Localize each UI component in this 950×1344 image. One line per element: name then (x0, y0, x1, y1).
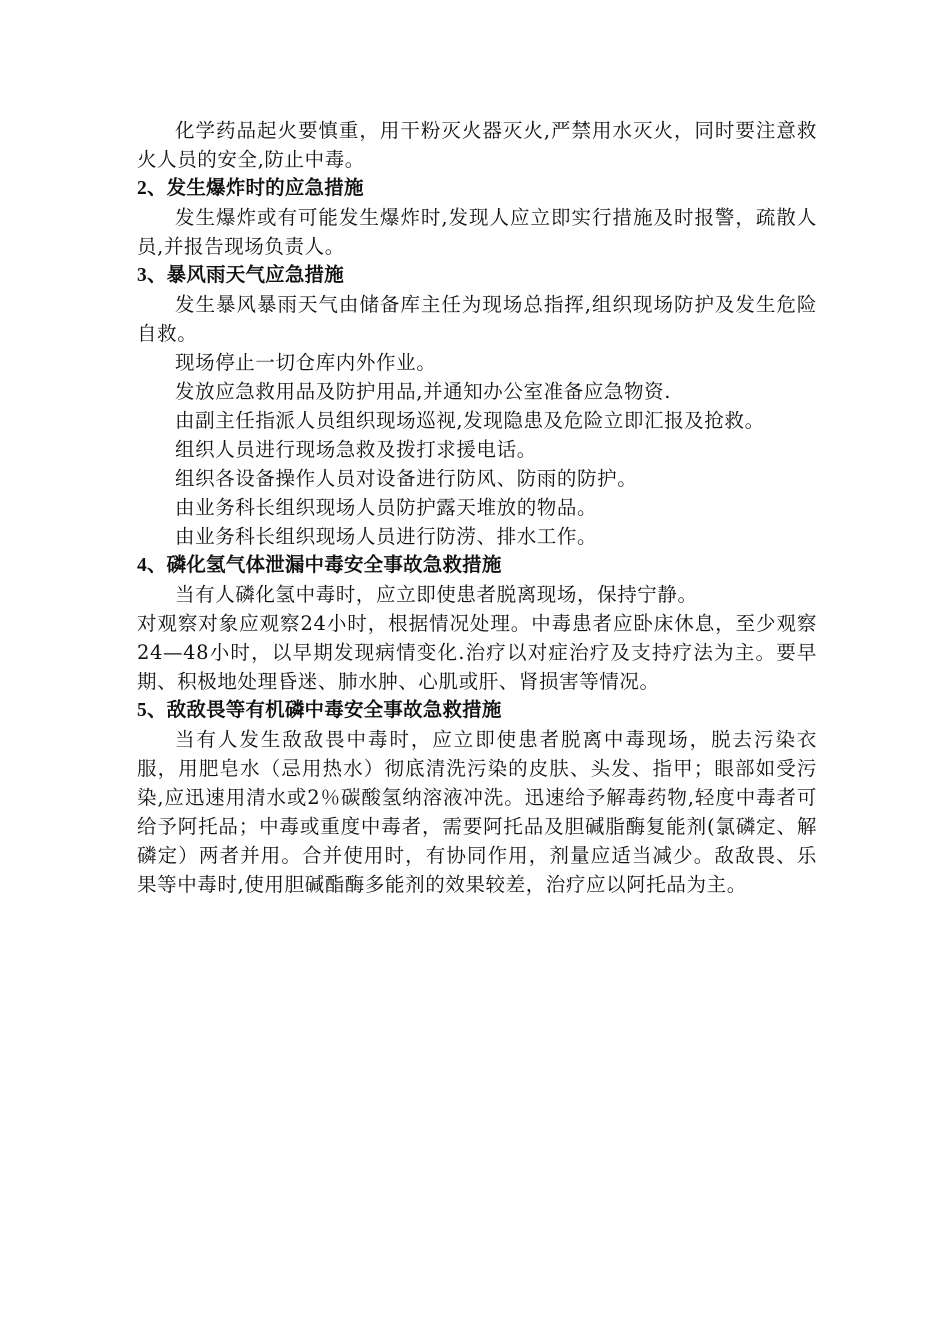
paragraph-phosphine-first: 当有人磷化氢中毒时，应立即使患者脱离现场，保持宁静。 (175, 583, 698, 606)
heading-storm: 3、暴风雨天气应急措施 (137, 265, 344, 286)
paragraph-storm-drainage: 由业务科长组织现场人员进行防涝、排水工作。 (175, 525, 598, 548)
paragraph-organophosphate: 当有人发生敌敌畏中毒时，应立即使患者脱离中毒现场，脱去污染衣服，用肥皂水（忌用热水）彻底清洗污染的皮肤、头发、指甲；眼部如受污染,应迅速用清水或2％碳酸氢纳溶液冲洗。迅速给予解毒药物,轻度中毒者可给予阿托品；中毒或重度中毒者，需要阿托品及胆碱脂酶复能剂(氯磷定、解磷定）两者并用。合并使用时，有协同作用，剂量应适当减少。敌敌畏、乐果等中毒时,使用胆碱酯酶多能剂的效果较差，治疗应以阿托品为主。 (137, 728, 817, 896)
paragraph-storm-goods: 由业务科长组织现场人员防护露天堆放的物品。 (175, 496, 598, 519)
paragraph-storm-stop-work: 现场停止一切仓库内外作业。 (175, 351, 437, 374)
paragraph-fire-chemicals: 化学药品起火要慎重，用干粉灭火器灭火,严禁用水灭火，同时要注意救火人员的安全,防止中毒。 (137, 119, 817, 171)
paragraph-phosphine-observe: 对观察对象应观察24小时，根据情况处理。中毒患者应卧床休息，至少观察24—48小时，以早期发现病情变化.治疗以对症治疗及支持疗法为主。要早期、积极地处理昏迷、肺水肿、心肌或肝、肾损害等情况。 (137, 612, 817, 693)
paragraph-storm-patrol: 由副主任指派人员组织现场巡视,发现隐患及危险立即汇报及抢救。 (175, 409, 765, 432)
heading-phosphine: 4、磷化氢气体泄漏中毒安全事故急救措施 (137, 555, 502, 576)
paragraph-storm-equipment: 组织各设备操作人员对设备进行防风、防雨的防护。 (175, 467, 638, 490)
heading-organophosphate: 5、敌敌畏等有机磷中毒安全事故急救措施 (137, 700, 502, 721)
document-page (137, 116, 817, 899)
paragraph-storm-rescue: 组织人员进行现场急救及拨打求援电话。 (175, 438, 537, 461)
paragraph-storm-supplies: 发放应急救用品及防护用品,并通知办公室准备应急物资. (175, 380, 671, 403)
paragraph-explosion: 发生爆炸或有可能发生爆炸时,发现人应立即实行措施及时报警，疏散人员,并报告现场负责人。 (137, 206, 817, 258)
paragraph-storm-command: 发生暴风暴雨天气由储备库主任为现场总指挥,组织现场防护及发生危险自救。 (137, 293, 817, 345)
heading-explosion: 2、发生爆炸时的应急措施 (137, 178, 364, 199)
